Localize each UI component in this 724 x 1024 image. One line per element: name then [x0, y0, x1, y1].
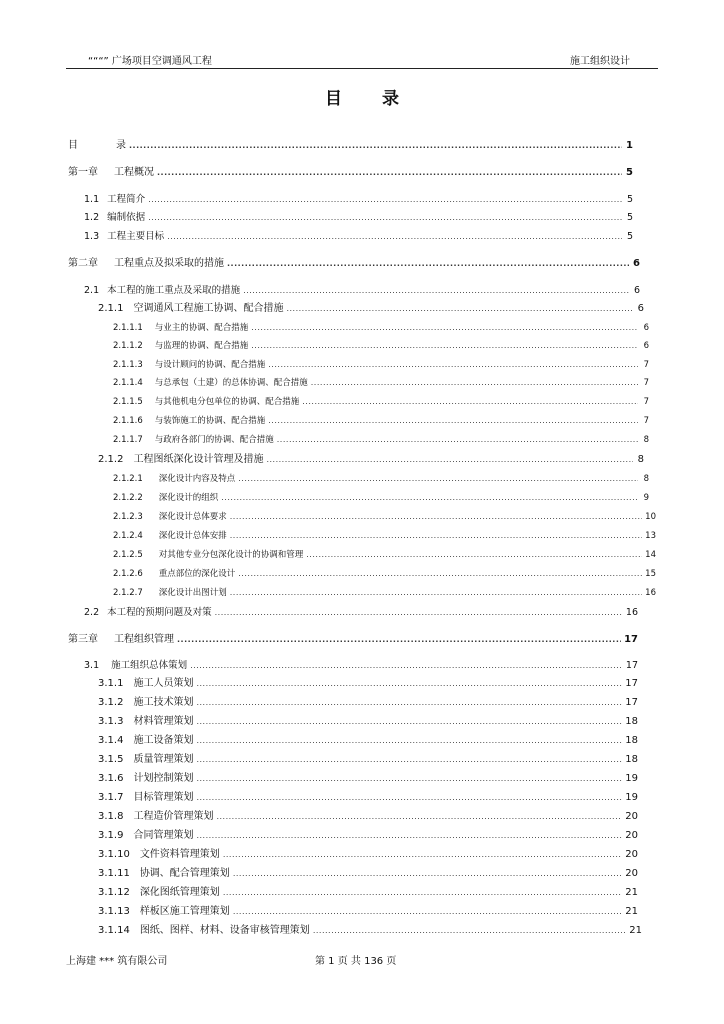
toc-dot-leader	[196, 753, 622, 766]
toc-entry[interactable]	[113, 586, 656, 600]
toc-entry-number: 2.1.2	[98, 454, 124, 465]
toc-entry-title: 合同管理策划	[133, 830, 194, 841]
toc-entry[interactable]	[113, 321, 649, 335]
toc-dot-leader	[306, 548, 642, 562]
toc-entry-page: 20	[625, 830, 638, 841]
toc-entry-page: 8	[643, 474, 649, 484]
toc-entry-number: 第一章	[68, 167, 98, 178]
toc-entry[interactable]	[84, 211, 633, 224]
toc-entry-title: 工程组织管理	[114, 634, 174, 645]
toc-entry[interactable]	[98, 829, 638, 842]
toc-dot-leader	[129, 139, 622, 152]
toc-entry[interactable]	[68, 633, 638, 646]
toc-dot-leader	[167, 230, 622, 243]
toc-entry-page: 5	[626, 194, 633, 205]
toc-dot-leader	[311, 376, 638, 390]
toc-entry-page: 18	[625, 754, 638, 765]
toc-entry-number: 2.1.2.4	[113, 531, 143, 541]
toc-entry[interactable]	[84, 193, 633, 206]
toc-entry-title: 与业主的协调、配合措施	[154, 323, 249, 333]
toc-entry-page: 17	[625, 678, 638, 689]
toc-entry[interactable]	[98, 772, 638, 785]
toc-entry-page: 5	[626, 167, 633, 178]
toc-dot-leader	[196, 734, 622, 747]
toc-dot-leader	[177, 633, 621, 646]
toc-entry-title: 空调通风工程施工协调、配合措施	[133, 303, 284, 314]
toc-entry[interactable]	[113, 567, 656, 581]
toc-entry-number: 3.1.9	[98, 830, 124, 841]
toc-entry-title: 质量管理策划	[133, 754, 194, 765]
toc-entry-number: 3.1.7	[98, 792, 124, 803]
toc-entry-page: 7	[643, 416, 649, 426]
toc-entry-page: 6	[633, 258, 640, 269]
toc-entry-page: 9	[643, 493, 649, 503]
toc-entry-page: 14	[645, 550, 656, 560]
toc-entry-page: 1	[626, 140, 633, 151]
toc-entry[interactable]	[98, 848, 638, 861]
toc-entry-page: 7	[643, 397, 649, 407]
toc-entry[interactable]	[98, 753, 638, 766]
toc-entry-number: 3.1.11	[98, 868, 130, 879]
toc-entry-title: 施工组织总体策划	[111, 660, 188, 671]
toc-entry-number: 2.1.1.7	[113, 435, 143, 445]
toc-entry-title: 施工人员策划	[133, 678, 194, 689]
toc-entry-number: 3.1.8	[98, 811, 124, 822]
toc-entry-number: 2.1.1.5	[113, 397, 143, 407]
toc-dot-leader	[238, 567, 642, 581]
toc-entry-title: 深化图纸管理策划	[139, 887, 220, 898]
toc-dot-leader	[196, 696, 622, 709]
toc-entry[interactable]	[98, 696, 638, 709]
toc-entry-page: 17	[625, 697, 638, 708]
toc-entry[interactable]	[113, 339, 649, 353]
toc-entry[interactable]	[68, 166, 633, 179]
toc-dot-leader	[251, 339, 638, 353]
toc-entry[interactable]	[98, 924, 642, 937]
toc-entry-page: 21	[625, 887, 638, 898]
toc-entry-page: 17	[625, 660, 638, 671]
toc-entry-number: 2.1.2.7	[113, 588, 143, 598]
toc-entry-title: 与政府各部门的协调、配合措施	[154, 435, 274, 445]
toc-dot-leader	[233, 905, 622, 918]
toc-entry-page: 7	[643, 378, 649, 388]
toc-dot-leader	[277, 433, 638, 447]
toc-entry[interactable]	[113, 376, 649, 390]
toc-dot-leader	[230, 510, 642, 524]
toc-entry-page: 5	[626, 231, 633, 242]
toc-dot-leader	[302, 395, 638, 409]
toc-entry-title: 目标管理策划	[133, 792, 194, 803]
toc-entry[interactable]	[98, 867, 638, 880]
toc-entry-page: 18	[625, 716, 638, 727]
toc-entry-number: 第三章	[68, 634, 98, 645]
toc-entry[interactable]	[113, 548, 656, 562]
toc-entry[interactable]	[98, 810, 638, 823]
toc-dot-leader	[233, 867, 622, 880]
toc-entry-page: 20	[625, 868, 638, 879]
toc-entry-number: 2.1.2.6	[113, 569, 143, 579]
toc-entry-number: 1.2	[84, 212, 100, 223]
toc-entry-title: 图纸、图样、材料、设备审核管理策划	[139, 925, 310, 936]
title-char-2: 录	[382, 89, 399, 109]
toc-entry-page: 5	[626, 212, 633, 223]
toc-entry-number: 2.1.2.5	[113, 550, 143, 560]
toc-entry-number: 2.1.1.6	[113, 416, 143, 426]
toc-entry-title: 深化设计出图计划	[158, 588, 227, 598]
toc-entry[interactable]	[84, 606, 638, 619]
toc-entry-title: 深化设计总体安排	[158, 531, 227, 541]
toc-dot-leader	[268, 358, 638, 372]
toc-entry-number: 3.1.4	[98, 735, 124, 746]
toc-entry-number: 3.1	[84, 660, 100, 671]
toc-entry[interactable]	[113, 395, 649, 409]
toc-dot-leader	[196, 715, 622, 728]
toc-entry-page: 6	[637, 303, 644, 314]
toc-entry-title: 编制依据	[107, 212, 146, 223]
toc-entry[interactable]	[113, 510, 656, 524]
toc-entry-title: 与总承包（土建）的总体协调、配合措施	[154, 378, 308, 388]
toc-entry-number: 2.1.2.3	[113, 512, 143, 522]
toc-dot-leader	[230, 586, 642, 600]
toc-entry[interactable]	[98, 677, 638, 690]
toc-entry[interactable]	[98, 886, 638, 899]
toc-entry-number: 第二章	[68, 258, 98, 269]
toc-entry[interactable]	[113, 414, 649, 428]
toc-entry-page: 18	[625, 735, 638, 746]
toc-dot-leader	[243, 284, 629, 297]
toc-entry-title: 施工设备策划	[133, 735, 194, 746]
toc-entry-page: 6	[643, 323, 649, 333]
toc-entry[interactable]	[84, 659, 638, 672]
toc-entry[interactable]	[113, 472, 649, 486]
toc-entry-number: 2.1.2.1	[113, 474, 143, 484]
toc-entry-page: 17	[624, 634, 638, 645]
toc-entry-number: 目	[68, 140, 78, 151]
toc-dot-leader	[313, 924, 626, 937]
toc-entry-title: 工程主要目标	[107, 231, 165, 242]
toc-dot-leader	[221, 491, 638, 505]
toc-entry-number: 2.1.1.2	[113, 341, 143, 351]
toc-entry-number: 3.1.6	[98, 773, 124, 784]
toc-entry-title: 录	[116, 140, 126, 151]
toc-entry-title: 文件资料管理策划	[139, 849, 220, 860]
header-doc-type: 施工组织设计	[570, 56, 630, 67]
toc-dot-leader	[196, 791, 622, 804]
toc-entry-page: 8	[637, 454, 644, 465]
toc-entry-number: 2.1	[84, 285, 100, 296]
toc-entry-page: 19	[625, 773, 638, 784]
toc-entry-title: 深化设计总体要求	[158, 512, 227, 522]
toc-entry-page: 16	[645, 588, 656, 598]
toc-entry-page: 15	[645, 569, 656, 579]
toc-entry[interactable]	[98, 791, 638, 804]
toc-entry[interactable]	[98, 453, 644, 466]
toc-entry-title: 材料管理策划	[133, 716, 194, 727]
toc-dot-leader	[251, 321, 638, 335]
toc-entry-number: 3.1.12	[98, 887, 130, 898]
toc-entry-page: 16	[625, 607, 638, 618]
toc-dot-leader	[286, 302, 633, 315]
toc-entry-page: 13	[645, 531, 656, 541]
toc-entry-number: 3.1.3	[98, 716, 124, 727]
toc-entry-number: 3.1.13	[98, 906, 130, 917]
toc-entry-page: 10	[645, 512, 656, 522]
toc-entry[interactable]	[98, 715, 638, 728]
toc-entry-title: 本工程的预期问题及对策	[107, 607, 212, 618]
toc-entry[interactable]	[113, 358, 649, 372]
toc-entry-page: 20	[625, 849, 638, 860]
toc-entry[interactable]	[113, 529, 656, 543]
footer-company: 上海建 *** 筑有限公司	[66, 956, 168, 967]
toc-entry[interactable]	[68, 139, 633, 152]
toc-entry-number: 2.1.2.2	[113, 493, 143, 503]
toc-entry-page: 6	[643, 341, 649, 351]
toc-dot-leader	[148, 211, 622, 224]
toc-entry-number: 3.1.1	[98, 678, 124, 689]
toc-entry-number: 2.1.1.3	[113, 360, 143, 370]
toc-dot-leader	[157, 166, 622, 179]
toc-entry-title: 与监理的协调、配合措施	[154, 341, 249, 351]
toc-entry-title: 协调、配合管理策划	[139, 868, 230, 879]
toc-entry-page: 21	[629, 925, 642, 936]
toc-entry-title: 与其他机电分包单位的协调、配合措施	[154, 397, 300, 407]
toc-entry-title: 工程重点及拟采取的措施	[114, 258, 224, 269]
toc-dot-leader	[216, 810, 622, 823]
toc-entry-page: 21	[625, 906, 638, 917]
toc-entry-title: 工程简介	[107, 194, 146, 205]
toc-entry-title: 与设计顾问的协调、配合措施	[154, 360, 266, 370]
toc-entry-title: 深化设计内容及特点	[158, 474, 236, 484]
toc-entry-number: 2.1.1.4	[113, 378, 143, 388]
toc-entry-title: 样板区施工管理策划	[139, 906, 230, 917]
toc-entry-title: 与装饰施工的协调、配合措施	[154, 416, 266, 426]
toc-dot-leader	[190, 659, 623, 672]
toc-entry-title: 工程图纸深化设计管理及措施	[133, 454, 264, 465]
toc-entry[interactable]	[98, 734, 638, 747]
toc-entry-number: 2.1.1	[98, 303, 124, 314]
toc-dot-leader	[223, 848, 622, 861]
toc-entry-number: 3.1.14	[98, 925, 130, 936]
title-char-1: 目	[325, 89, 342, 109]
toc-entry[interactable]	[68, 257, 640, 270]
toc-entry-number: 1.3	[84, 231, 100, 242]
toc-entry[interactable]	[84, 230, 633, 243]
toc-entry-number: 3.1.10	[98, 849, 130, 860]
toc-dot-leader	[238, 472, 638, 486]
toc-entry[interactable]	[84, 284, 640, 297]
toc-entry-page: 20	[625, 811, 638, 822]
toc-entry-title: 施工技术策划	[133, 697, 194, 708]
toc-dot-leader	[148, 193, 622, 206]
toc-dot-leader	[196, 677, 622, 690]
toc-entry-page: 6	[633, 285, 640, 296]
toc-entry[interactable]	[98, 302, 644, 315]
toc-entry-number: 2.2	[84, 607, 100, 618]
toc-dot-leader	[223, 886, 622, 899]
toc-entry[interactable]	[113, 433, 649, 447]
toc-entry-number: 3.1.2	[98, 697, 124, 708]
toc-dot-leader	[196, 829, 622, 842]
toc-dot-leader	[215, 606, 623, 619]
toc-entry-page: 8	[643, 435, 649, 445]
toc-entry[interactable]	[98, 905, 638, 918]
toc-dot-leader	[196, 772, 622, 785]
toc-dot-leader	[266, 453, 633, 466]
toc-entry-number: 2.1.1.1	[113, 323, 143, 333]
toc-entry-title: 工程造价管理策划	[133, 811, 214, 822]
toc-entry-page: 7	[643, 360, 649, 370]
toc-entry-title: 计划控制策划	[133, 773, 194, 784]
toc-entry-number: 1.1	[84, 194, 100, 205]
toc-entry-title: 工程概况	[114, 167, 154, 178]
toc-dot-leader	[230, 529, 642, 543]
toc-dot-leader	[268, 414, 638, 428]
toc-entry-title: 重点部位的深化设计	[158, 569, 236, 579]
toc-dot-leader	[227, 257, 629, 270]
toc-entry-title: 对其他专业分包深化设计的协调和管理	[158, 550, 304, 560]
header-project-name: “““” 广场项目空调通风工程	[88, 56, 212, 67]
toc-entry-title: 本工程的施工重点及采取的措施	[107, 285, 241, 296]
footer-page-number: 第 1 页 共 136 页	[315, 956, 397, 967]
toc-entry[interactable]	[113, 491, 649, 505]
toc-entry-title: 深化设计的组织	[158, 493, 219, 503]
toc-entry-page: 19	[625, 792, 638, 803]
toc-entry-number: 3.1.5	[98, 754, 124, 765]
